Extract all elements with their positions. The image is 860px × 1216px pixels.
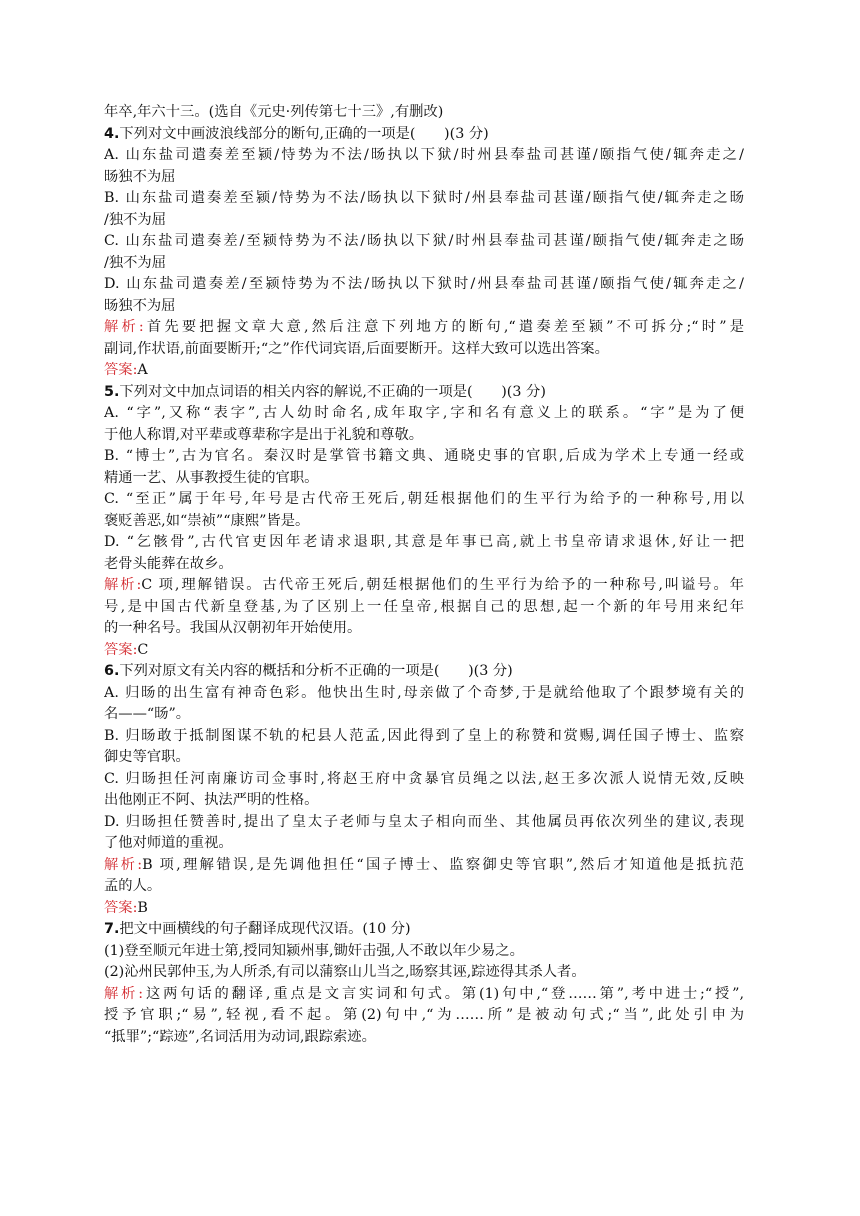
q5-option-b-line1: B. “博士”,古为官名。秦汉时是掌管书籍文典、通晓史事的官职,后成为学术上专通一经或	[104, 448, 744, 464]
q6-analysis-label: 解析:	[104, 856, 143, 873]
q4-analysis-line2: 副词,作状语,前面要断开;“之”作代词宾语,后面要断开。这样大致可以选出答案。	[104, 340, 609, 357]
q5-answer-value: C	[137, 641, 149, 658]
q7-analysis-line1: 解析:这两句话的翻译,重点是文言实词和句式。第(1)句中,“登……第”,考中进士;“授”,	[104, 985, 744, 1002]
q5-option-a-line1: A. “字”,又称“表字”,古人幼时命名,成年取字,字和名有意义上的联系。“字”是为了便	[104, 405, 744, 421]
q4-answer	[104, 360, 744, 382]
question-7-text: 把文中画横线的句子翻译成现代汉语。(10 分)	[119, 921, 411, 937]
question-4-stem	[104, 124, 744, 146]
question-4-number: 4.	[104, 125, 120, 142]
q4-option-d-line1: D. 山东盐司遣奏差/至颍恃势为不法/旸执以下狱时/州县奉盐司甚谨/颐指气使/辄奔走之/	[104, 276, 744, 292]
q4-answer-label: 答案:	[104, 362, 138, 378]
q6-answer-label: 答案:	[104, 899, 138, 916]
q5-option-d-line1: D. “乞骸骨”,古代官吏因年老请求退职,其意是年事已高,就上书皇帝请求退休,好让一把	[104, 534, 744, 550]
q6-option-d-line1: D. 归旸担任赞善时,提出了皇太子老师与皇太子相向而坐、其他属员再依次列坐的建议,表现	[104, 813, 744, 830]
q5-answer	[104, 640, 744, 662]
q7-analysis-line3: “抵罪”;“踪迹”,名词活用为动词,跟踪索迹。	[104, 1028, 376, 1045]
q5-analysis-line1: 解析:C 项,理解错误。古代帝王死后,朝廷根据他们的生平行为给予的一种称号,叫谥号。年	[104, 577, 744, 593]
q5-option-a-line2: 于他人称谓,对平辈或尊辈称字是出于礼貌和尊敬。	[104, 426, 424, 443]
q6-option-d-line2: 了他对师道的重视。	[104, 835, 233, 851]
q4-option-d-line2: 旸独不为屈	[104, 297, 176, 314]
q7-item-1: (1)登至顺元年进士第,授同知颍州事,锄奸击强,人不敢以年少易之。	[104, 942, 524, 959]
question-7-stem	[104, 919, 744, 941]
q6-option-b-line2: 御史等官职。	[104, 749, 190, 765]
q5-analysis-label: 解析:	[104, 577, 142, 593]
q5-analysis-line3: 的一种名号。我国从汉朝初年开始使用。	[104, 620, 362, 636]
q4-answer-value: A	[137, 362, 148, 378]
question-6-stem	[104, 661, 744, 683]
question-6-number: 6.	[104, 663, 120, 679]
q6-option-a-line2: 名——“旸”。	[104, 706, 191, 722]
q5-option-b-line2: 精通一艺、从事教授生徒的官职。	[104, 469, 319, 486]
q6-option-c-line1: C. 归旸担任河南廉访司佥事时,将赵王府中贪暴官员绳之以法,赵王多次派人说情无效,反映	[104, 770, 744, 787]
question-5-text: 下列对文中加点词语的相关内容的解说,不正确的一项是( )(3 分)	[119, 383, 546, 400]
q7-analysis-label: 解析:	[104, 985, 144, 1002]
q6-answer-value: B	[137, 899, 148, 916]
q4-option-a-line1: A. 山东盐司遣奏差至颍/恃势为不法/旸执以下狱/时州县奉盐司甚谨/颐指气使/辄奔走之/	[104, 147, 744, 163]
q4-option-a-line2: 旸独不为屈	[104, 168, 176, 185]
q4-option-c-line2: /独不为屈	[104, 254, 167, 271]
q4-analysis-line1: 解析:首先要把握文章大意,然后注意下列地方的断句,“遣奏差至颍”不可拆分;“时”是	[104, 319, 744, 335]
q7-item-2: (2)沁州民郭仲玉,为人所杀,有司以蒲察山儿当之,旸察其诬,踪迹得其杀人者。	[104, 964, 586, 980]
q4-option-b-line2: /独不为屈	[104, 211, 167, 228]
q4-option-c-line1: C. 山东盐司遣奏差/至颍恃势为不法/旸执以下狱/时州县奉盐司甚谨/颐指气使/辄奔走之旸	[104, 233, 744, 249]
q5-answer-label: 答案:	[104, 641, 138, 658]
q6-option-c-line2: 出他刚正不阿、执法严明的性格。	[104, 792, 319, 808]
q5-option-c-line1: C. “至正”属于年号,年号是古代帝王死后,朝廷根据他们的生平行为给予的一种称号,用以	[104, 491, 744, 507]
q5-option-d-line2: 老骨头能葬在故乡。	[104, 555, 233, 572]
question-4-text: 下列对文中画波浪线部分的断句,正确的一项是( )(3 分)	[119, 125, 489, 142]
q6-option-a-line1: A. 归旸的出生富有神奇色彩。他快出生时,母亲做了个奇梦,于是就给他取了个跟梦境有关的	[104, 684, 744, 701]
q6-answer	[104, 898, 744, 920]
q4-analysis-label: 解析:	[104, 319, 144, 335]
question-5-number: 5.	[104, 383, 120, 400]
question-7-number: 7.	[104, 921, 120, 937]
question-5-stem	[104, 382, 744, 404]
q6-option-b-line1: B. 归旸敢于抵制图谋不轨的杞县人范孟,因此得到了皇上的称赞和赏赐,调任国子博士、监察	[104, 727, 744, 744]
q6-analysis-line2: 孟的人。	[104, 878, 162, 894]
q5-analysis-line2: 号,是中国古代新皇登基,为了区别上一任皇帝,根据自己的思想,起一个新的年号用来纪年	[104, 598, 744, 615]
q5-option-c-line2: 褒贬善恶,如“崇祯”“康熙”皆是。	[104, 512, 310, 529]
intro-line: 年卒,年六十三。(选自《元史·列传第七十三》,有删改)	[104, 104, 444, 120]
question-6-text: 下列对原文有关内容的概括和分析不正确的一项是( )(3 分)	[119, 663, 513, 679]
q4-option-b-line1: B. 山东盐司遣奏差至颍/恃势为不法/旸执以下狱时/州县奉盐司甚谨/颐指气使/辄奔走之旸	[104, 190, 744, 206]
q6-analysis-line1: 解析:B 项,理解错误,是先调他担任“国子博士、监察御史等官职”,然后才知道他是抵抗范	[104, 856, 744, 873]
q7-analysis-line2: 授予官职;“易”,轻视,看不起。第(2)句中,“为……所”是被动句式;“当”,此处引申为	[104, 1007, 744, 1023]
